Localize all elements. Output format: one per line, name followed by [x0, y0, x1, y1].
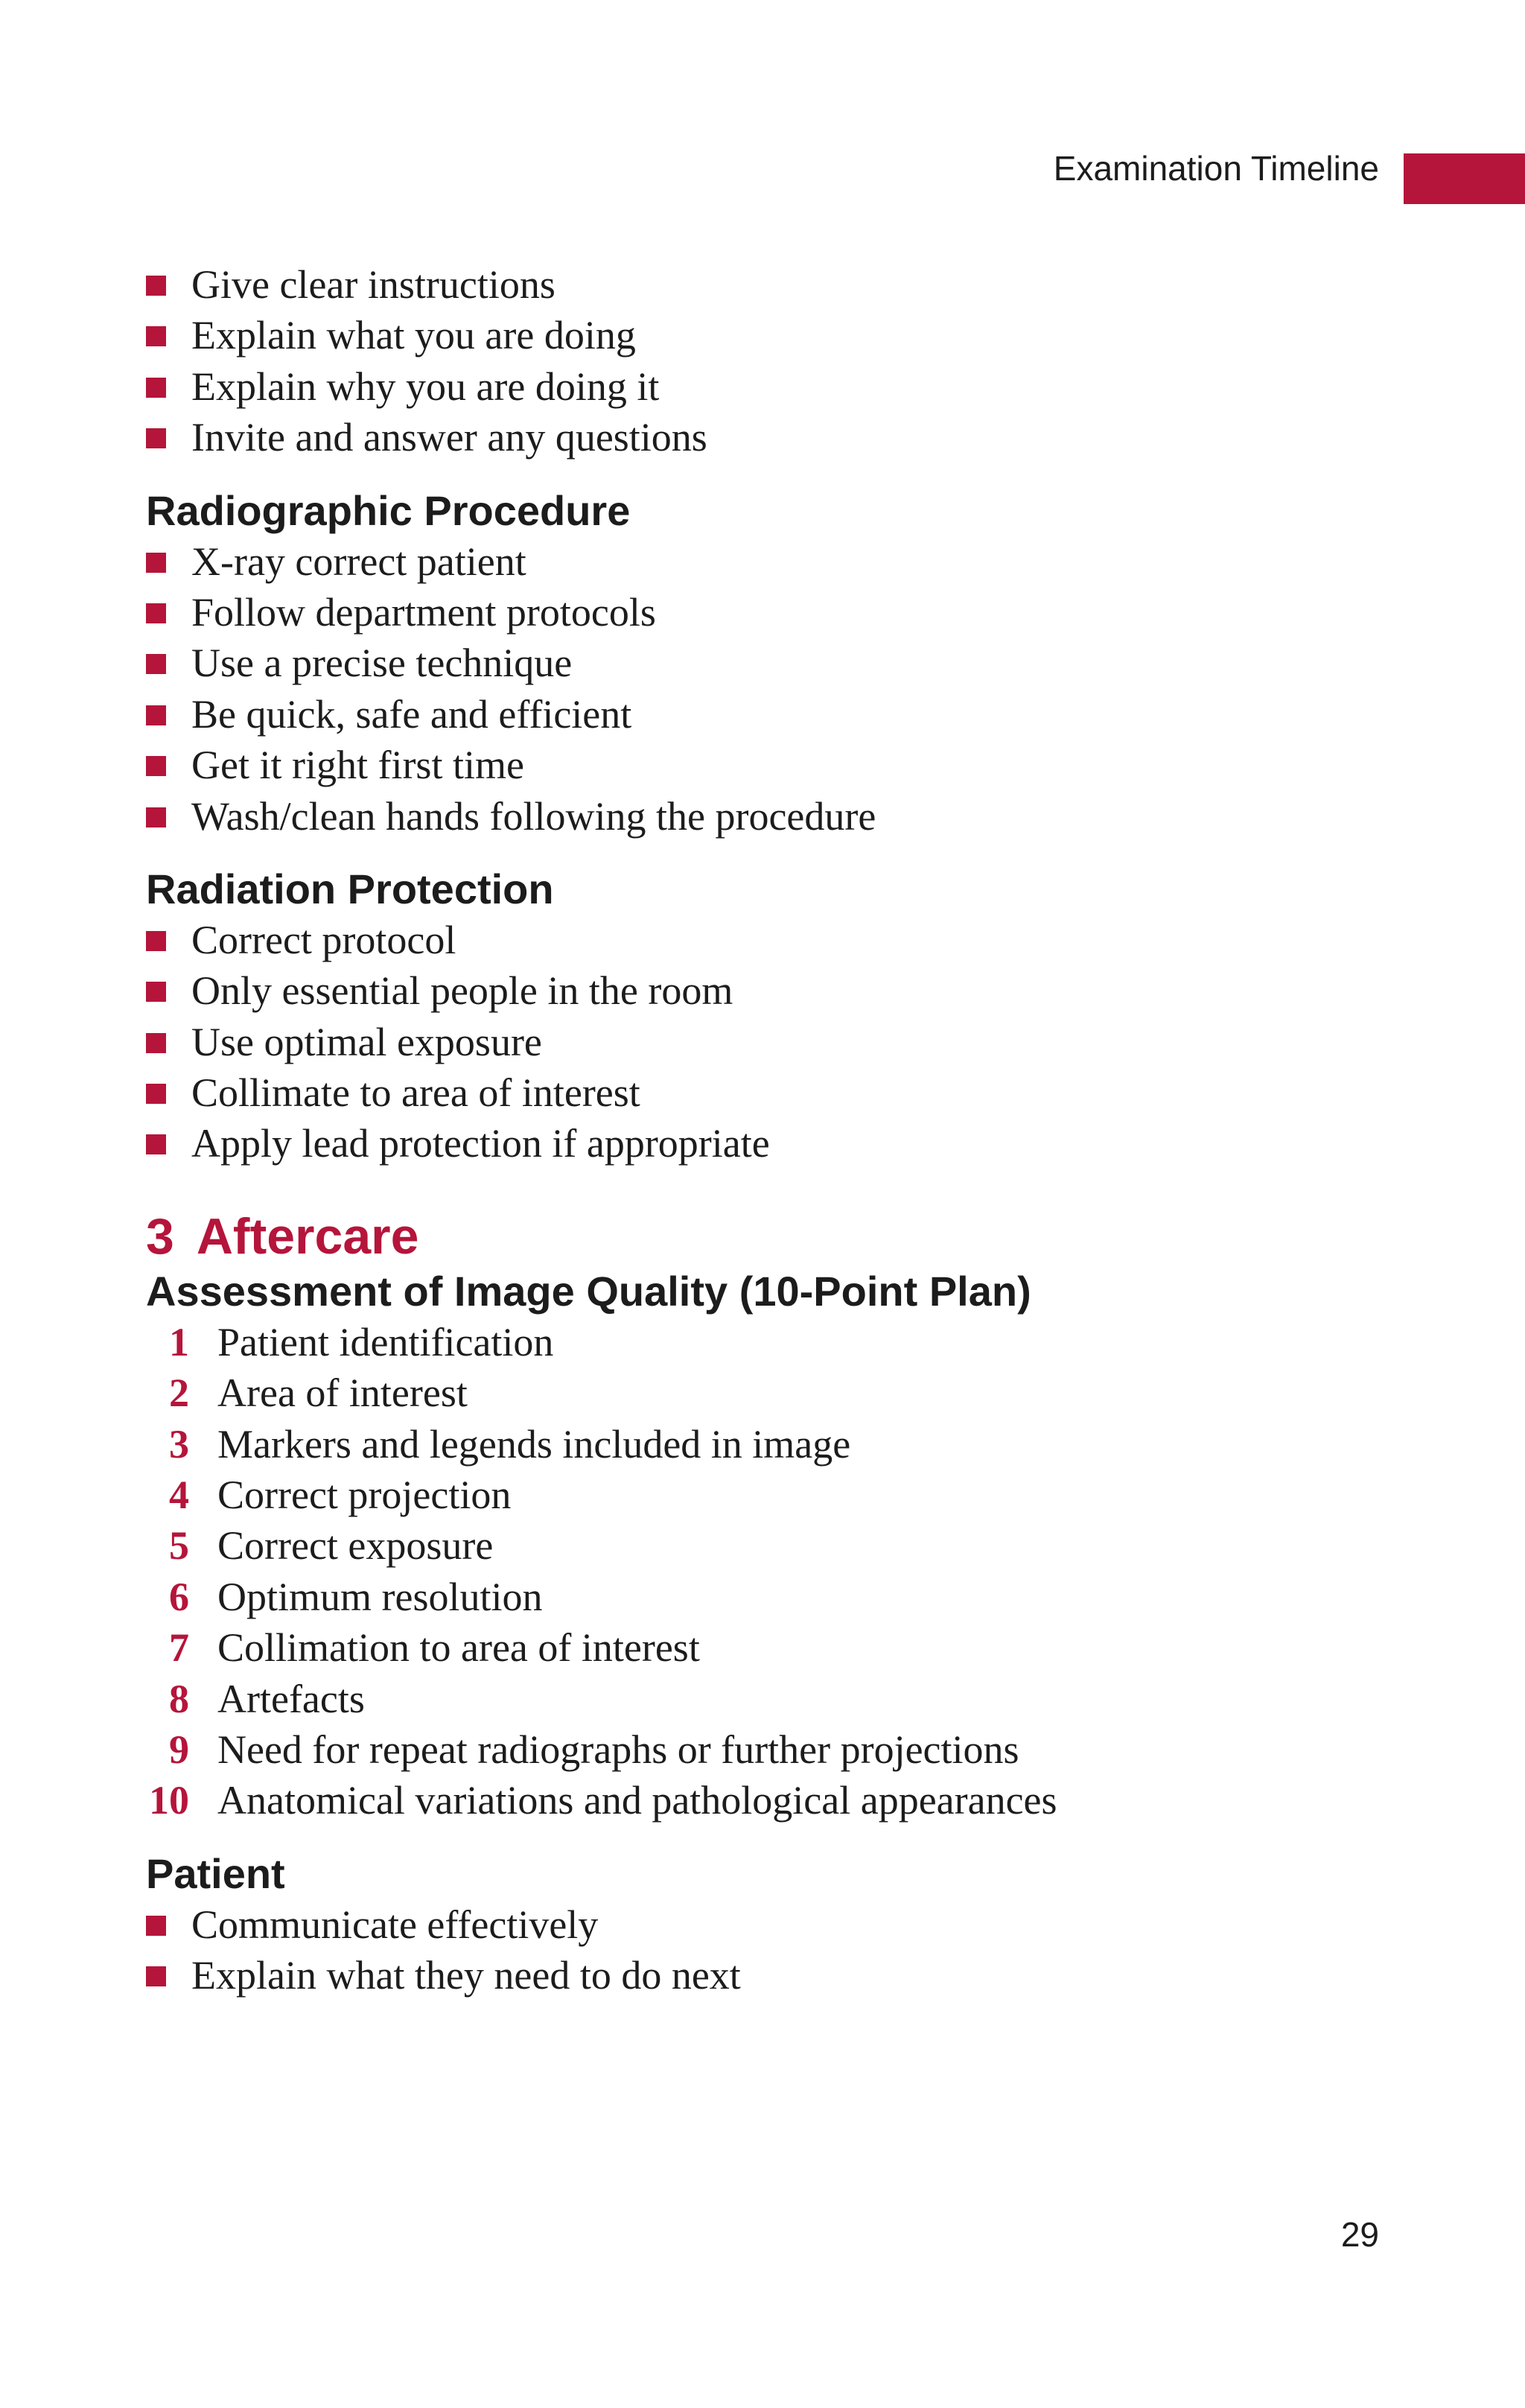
- square-bullet-icon: [146, 603, 166, 623]
- square-bullet-icon: [146, 428, 166, 448]
- square-bullet-icon: [146, 705, 166, 725]
- item-number: 4: [169, 1473, 189, 1518]
- running-head: Examination Timeline: [1053, 149, 1379, 188]
- item-number: 1: [169, 1319, 189, 1365]
- square-bullet-icon: [146, 1084, 166, 1104]
- list-item: Collimate to area of interest: [146, 1067, 1412, 1118]
- item-number: 7: [169, 1625, 189, 1671]
- intro-list: [146, 259, 1412, 463]
- square-bullet-icon: [146, 1966, 166, 1986]
- square-bullet-icon: [146, 1033, 166, 1053]
- numbered-item: 8 Artefacts: [146, 1674, 1412, 1724]
- list-item: Use a precise technique: [146, 638, 1412, 688]
- numbered-item: 10 Anatomical variations and pathological appearances: [146, 1775, 1412, 1826]
- radiation-protection-heading: Radiation Protection: [146, 865, 554, 912]
- list-item: Communicate effectively: [146, 1899, 1412, 1950]
- item-number: 2: [169, 1370, 189, 1416]
- list-item: Invite and answer any questions: [146, 412, 1412, 463]
- list-item: Explain what they need to do next: [146, 1950, 1412, 2001]
- square-bullet-icon: [146, 276, 166, 296]
- patient-list: [146, 1899, 1412, 2001]
- list-item: Be quick, safe and efficient: [146, 689, 1412, 740]
- square-bullet-icon: [146, 553, 166, 573]
- numbered-item: 5 Correct exposure: [146, 1520, 1412, 1571]
- assessment-heading: Assessment of Image Quality (10-Point Plan): [146, 1267, 1031, 1315]
- item-number: 5: [169, 1523, 189, 1569]
- list-item: Wash/clean hands following the procedure: [146, 791, 1412, 842]
- list-item: Give clear instructions: [146, 259, 1412, 310]
- chapter-tab-marker: [1404, 153, 1525, 204]
- numbered-item: 4 Correct projection: [146, 1470, 1412, 1520]
- square-bullet-icon: [146, 654, 166, 674]
- list-item: Explain what you are doing: [146, 310, 1412, 360]
- numbered-item: 2 Area of interest: [146, 1367, 1412, 1418]
- page-content: [146, 259, 1412, 2001]
- square-bullet-icon: [146, 756, 166, 776]
- list-item: Correct protocol: [146, 915, 1412, 965]
- list-item: X-ray correct patient: [146, 536, 1412, 587]
- assessment-list: [146, 1317, 1412, 1826]
- numbered-item: 9 Need for repeat radiographs or further projections: [146, 1724, 1412, 1775]
- item-number: 9: [169, 1726, 189, 1772]
- radiographic-procedure-heading: Radiographic Procedure: [146, 486, 631, 534]
- numbered-item: 6 Optimum resolution: [146, 1572, 1412, 1622]
- square-bullet-icon: [146, 982, 166, 1002]
- list-item: Use optimal exposure: [146, 1017, 1412, 1067]
- list-item: Only essential people in the room: [146, 965, 1412, 1016]
- radiographic-procedure-list: [146, 536, 1412, 842]
- item-number: 3: [169, 1421, 189, 1467]
- square-bullet-icon: [146, 807, 166, 827]
- square-bullet-icon: [146, 1134, 166, 1154]
- item-number: 10: [149, 1778, 189, 1823]
- item-number: 8: [169, 1676, 189, 1721]
- radiation-protection-list: [146, 915, 1412, 1169]
- item-number: 6: [169, 1574, 189, 1619]
- numbered-item: 1 Patient identification: [146, 1317, 1412, 1367]
- square-bullet-icon: [146, 931, 166, 951]
- section-title-aftercare: [146, 1207, 1412, 1266]
- section-title: Aftercare: [196, 1207, 419, 1265]
- list-item: Follow department protocols: [146, 587, 1412, 638]
- page-number: 29: [1340, 2215, 1379, 2254]
- square-bullet-icon: [146, 1916, 166, 1936]
- list-item: Apply lead protection if appropriate: [146, 1118, 1412, 1169]
- list-item: Explain why you are doing it: [146, 361, 1412, 412]
- square-bullet-icon: [146, 378, 166, 398]
- numbered-item: 7 Collimation to area of interest: [146, 1622, 1412, 1673]
- square-bullet-icon: [146, 326, 166, 346]
- patient-heading: Patient: [146, 1849, 285, 1897]
- list-item: Get it right first time: [146, 740, 1412, 790]
- numbered-item: 3 Markers and legends included in image: [146, 1419, 1412, 1470]
- section-number: 3: [146, 1207, 174, 1265]
